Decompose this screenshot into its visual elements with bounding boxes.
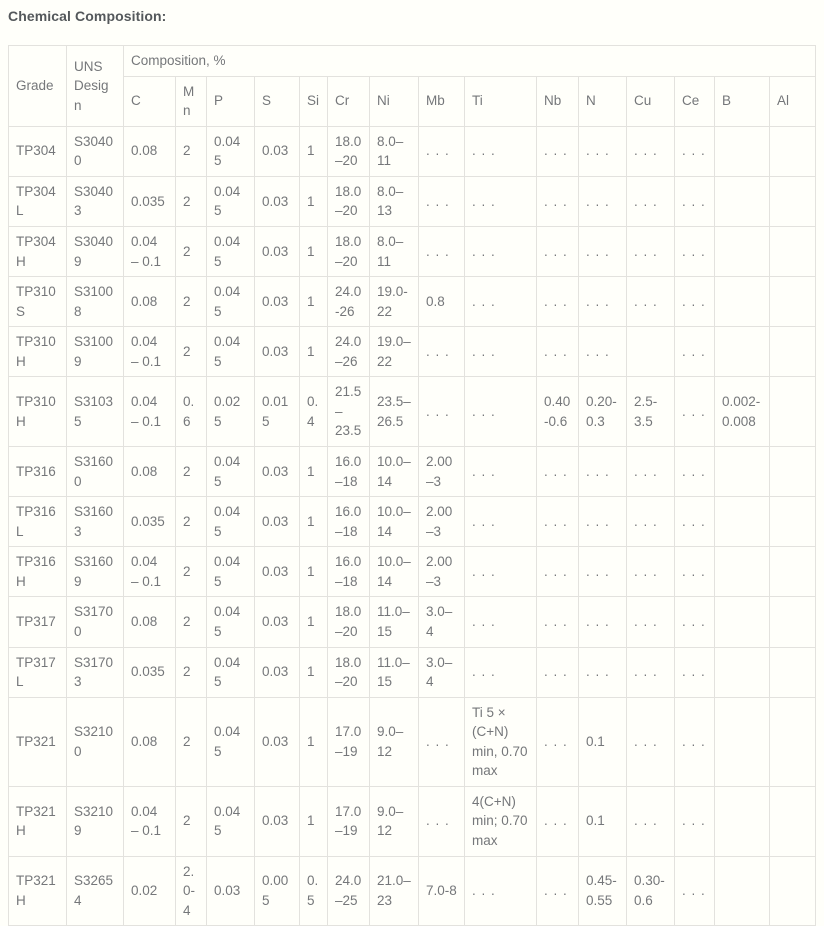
composition-cell-cu: 0.30-0.6 (627, 856, 675, 926)
composition-cell-ti: 4(C+N) min; 0.70 max (465, 786, 537, 856)
composition-cell-ni: 10.0–14 (370, 547, 419, 597)
header-composition-group: Composition, % (124, 46, 816, 77)
composition-cell-ni: 10.0–14 (370, 497, 419, 547)
composition-cell-cr: 21.5–23.5 (328, 377, 370, 447)
composition-cell-ni: 8.0–13 (370, 176, 419, 226)
composition-cell-ni: 8.0–11 (370, 126, 419, 176)
composition-cell-mn: 2 (176, 447, 207, 497)
composition-cell-p: 0.045 (207, 277, 255, 327)
composition-cell-ti: . . . (465, 447, 537, 497)
composition-cell-s: 0.03 (255, 277, 300, 327)
composition-cell-b (715, 226, 770, 276)
composition-cell-ce: . . . (675, 176, 715, 226)
composition-cell-cr: 18.0–20 (328, 176, 370, 226)
composition-cell-mn: 2 (176, 126, 207, 176)
composition-cell-s: 0.03 (255, 176, 300, 226)
composition-cell-s: 0.03 (255, 447, 300, 497)
composition-cell-s: 0.005 (255, 856, 300, 926)
header-grade: Grade (9, 46, 67, 127)
composition-cell-al (770, 786, 816, 856)
composition-cell-nb: 0.40-0.6 (537, 377, 579, 447)
composition-cell-c: 0.035 (124, 647, 176, 697)
element-header-row (9, 76, 816, 126)
uns-design-cell: S31609 (67, 547, 124, 597)
composition-cell-ce: . . . (675, 126, 715, 176)
composition-cell-c: 0.08 (124, 597, 176, 647)
composition-cell-si: 1 (300, 447, 328, 497)
composition-cell-si: 1 (300, 327, 328, 377)
composition-cell-ce: . . . (675, 597, 715, 647)
composition-cell-mb: . . . (419, 786, 465, 856)
table-row (9, 697, 816, 786)
table-row (9, 377, 816, 447)
grade-cell: TP304L (9, 176, 67, 226)
composition-cell-ti: . . . (465, 277, 537, 327)
composition-cell-n: 0.20-0.3 (579, 377, 627, 447)
composition-cell-p: 0.045 (207, 447, 255, 497)
composition-cell-ni: 9.0–12 (370, 697, 419, 786)
composition-cell-s: 0.03 (255, 226, 300, 276)
grade-cell: TP321H (9, 786, 67, 856)
composition-cell-cr: 24.0-26 (328, 277, 370, 327)
header-element-b: B (715, 76, 770, 126)
composition-cell-cr: 16.0–18 (328, 497, 370, 547)
composition-cell-ti: . . . (465, 597, 537, 647)
composition-cell-mn: 2 (176, 497, 207, 547)
composition-cell-n: . . . (579, 226, 627, 276)
composition-cell-s: 0.03 (255, 547, 300, 597)
composition-cell-n: 0.45-0.55 (579, 856, 627, 926)
composition-cell-c: 0.08 (124, 126, 176, 176)
composition-cell-cr: 24.0–25 (328, 856, 370, 926)
composition-cell-cu: . . . (627, 126, 675, 176)
composition-cell-al (770, 126, 816, 176)
composition-cell-si: 0.5 (300, 856, 328, 926)
composition-cell-ce: . . . (675, 786, 715, 856)
composition-cell-mn: 2 (176, 547, 207, 597)
uns-design-cell: S31700 (67, 597, 124, 647)
composition-cell-cu (627, 327, 675, 377)
composition-cell-al (770, 597, 816, 647)
header-element-si: Si (300, 76, 328, 126)
composition-cell-nb: . . . (537, 547, 579, 597)
grade-cell: TP316L (9, 497, 67, 547)
uns-design-cell: S31603 (67, 497, 124, 547)
composition-cell-cu: . . . (627, 497, 675, 547)
composition-cell-si: 0.4 (300, 377, 328, 447)
uns-design-cell: S30400 (67, 126, 124, 176)
composition-cell-ce: . . . (675, 856, 715, 926)
composition-cell-mb: . . . (419, 176, 465, 226)
composition-cell-nb: . . . (537, 597, 579, 647)
composition-cell-n: . . . (579, 547, 627, 597)
grade-cell: TP304H (9, 226, 67, 276)
composition-cell-c: 0.04 – 0.1 (124, 377, 176, 447)
composition-cell-p: 0.045 (207, 597, 255, 647)
header-element-ni: Ni (370, 76, 419, 126)
composition-cell-s: 0.03 (255, 327, 300, 377)
composition-cell-mn: 2 (176, 786, 207, 856)
uns-design-cell: S30403 (67, 176, 124, 226)
composition-cell-b (715, 856, 770, 926)
composition-cell-ni: 19.0–22 (370, 327, 419, 377)
composition-cell-nb: . . . (537, 697, 579, 786)
composition-cell-n: 0.1 (579, 697, 627, 786)
composition-cell-b (715, 786, 770, 856)
composition-cell-s: 0.03 (255, 597, 300, 647)
grade-cell: TP310S (9, 277, 67, 327)
header-element-s: S (255, 76, 300, 126)
composition-cell-mn: 0.6 (176, 377, 207, 447)
composition-cell-c: 0.04 – 0.1 (124, 786, 176, 856)
composition-cell-cu: . . . (627, 277, 675, 327)
composition-cell-mb: 0.8 (419, 277, 465, 327)
composition-cell-c: 0.035 (124, 176, 176, 226)
composition-cell-b (715, 597, 770, 647)
composition-cell-si: 1 (300, 277, 328, 327)
composition-cell-s: 0.03 (255, 697, 300, 786)
table-row (9, 447, 816, 497)
composition-cell-c: 0.04 – 0.1 (124, 327, 176, 377)
composition-cell-p: 0.045 (207, 786, 255, 856)
header-uns-design: UNS Design (67, 46, 124, 127)
header-element-c: C (124, 76, 176, 126)
composition-cell-mn: 2 (176, 647, 207, 697)
composition-cell-ce: . . . (675, 327, 715, 377)
composition-cell-c: 0.08 (124, 697, 176, 786)
composition-cell-n: . . . (579, 277, 627, 327)
composition-cell-ce: . . . (675, 277, 715, 327)
composition-cell-si: 1 (300, 697, 328, 786)
composition-cell-cr: 18.0–20 (328, 226, 370, 276)
composition-cell-ce: . . . (675, 547, 715, 597)
composition-cell-mb: 3.0–4 (419, 597, 465, 647)
composition-cell-cr: 17.0–19 (328, 697, 370, 786)
composition-cell-ce: . . . (675, 226, 715, 276)
composition-cell-b (715, 126, 770, 176)
composition-cell-al (770, 447, 816, 497)
uns-design-cell: S31009 (67, 327, 124, 377)
grade-cell: TP321 (9, 697, 67, 786)
composition-cell-n: . . . (579, 327, 627, 377)
composition-cell-si: 1 (300, 547, 328, 597)
composition-cell-c: 0.04 – 0.1 (124, 547, 176, 597)
composition-cell-si: 1 (300, 226, 328, 276)
uns-design-cell: S31600 (67, 447, 124, 497)
table-header (9, 46, 816, 127)
header-element-mn: Mn (176, 76, 207, 126)
composition-cell-b (715, 447, 770, 497)
composition-cell-al (770, 856, 816, 926)
grade-cell: TP316H (9, 547, 67, 597)
composition-cell-mn: 2 (176, 697, 207, 786)
composition-cell-nb: . . . (537, 277, 579, 327)
composition-cell-n: . . . (579, 176, 627, 226)
composition-cell-mb: 7.0-8 (419, 856, 465, 926)
composition-cell-b (715, 497, 770, 547)
grade-cell: TP310H (9, 377, 67, 447)
composition-cell-ti: . . . (465, 856, 537, 926)
composition-cell-si: 1 (300, 176, 328, 226)
composition-cell-ni: 10.0–14 (370, 447, 419, 497)
composition-cell-cu: . . . (627, 226, 675, 276)
composition-cell-cu: . . . (627, 647, 675, 697)
composition-cell-p: 0.045 (207, 547, 255, 597)
composition-cell-al (770, 697, 816, 786)
composition-cell-cu: . . . (627, 786, 675, 856)
table-row (9, 226, 816, 276)
table-row (9, 126, 816, 176)
composition-cell-ni: 19.0-22 (370, 277, 419, 327)
composition-cell-nb: . . . (537, 497, 579, 547)
composition-cell-ti: . . . (465, 226, 537, 276)
header-element-p: P (207, 76, 255, 126)
composition-cell-mb: 2.00–3 (419, 447, 465, 497)
composition-cell-s: 0.03 (255, 126, 300, 176)
composition-cell-mb: . . . (419, 377, 465, 447)
composition-cell-p: 0.045 (207, 497, 255, 547)
composition-cell-p: 0.045 (207, 697, 255, 786)
composition-cell-mn: 2.0-4 (176, 856, 207, 926)
composition-cell-mn: 2 (176, 277, 207, 327)
composition-cell-n: . . . (579, 647, 627, 697)
composition-cell-ti: Ti 5 × (C+N) min, 0.70 max (465, 697, 537, 786)
table-body (9, 126, 816, 926)
uns-design-cell: S32100 (67, 697, 124, 786)
composition-cell-ti: . . . (465, 497, 537, 547)
uns-design-cell: S30409 (67, 226, 124, 276)
composition-cell-si: 1 (300, 786, 328, 856)
grade-cell: TP321H (9, 856, 67, 926)
table-row (9, 597, 816, 647)
composition-cell-ce: . . . (675, 447, 715, 497)
table-row (9, 176, 816, 226)
composition-cell-ce: . . . (675, 647, 715, 697)
composition-cell-si: 1 (300, 597, 328, 647)
composition-cell-b (715, 697, 770, 786)
composition-cell-cr: 18.0–20 (328, 647, 370, 697)
composition-cell-cr: 18.0–20 (328, 597, 370, 647)
composition-cell-nb: . . . (537, 126, 579, 176)
composition-cell-cu: . . . (627, 176, 675, 226)
composition-cell-c: 0.08 (124, 447, 176, 497)
composition-cell-s: 0.015 (255, 377, 300, 447)
composition-cell-al (770, 497, 816, 547)
composition-cell-ni: 11.0–15 (370, 647, 419, 697)
grade-cell: TP317 (9, 597, 67, 647)
grade-cell: TP317L (9, 647, 67, 697)
composition-cell-b (715, 327, 770, 377)
uns-design-cell: S31035 (67, 377, 124, 447)
composition-cell-c: 0.035 (124, 497, 176, 547)
composition-cell-n: 0.1 (579, 786, 627, 856)
composition-cell-p: 0.025 (207, 377, 255, 447)
composition-cell-ce: . . . (675, 697, 715, 786)
composition-cell-nb: . . . (537, 176, 579, 226)
table-row (9, 327, 816, 377)
uns-design-cell: S31008 (67, 277, 124, 327)
composition-cell-al (770, 547, 816, 597)
composition-cell-ti: . . . (465, 377, 537, 447)
table-row (9, 497, 816, 547)
composition-cell-nb: . . . (537, 647, 579, 697)
composition-cell-nb: . . . (537, 226, 579, 276)
table-row (9, 277, 816, 327)
composition-cell-mb: 3.0–4 (419, 647, 465, 697)
composition-cell-mb: 2.00–3 (419, 497, 465, 547)
composition-cell-cr: 18.0–20 (328, 126, 370, 176)
header-element-mb: Mb (419, 76, 465, 126)
composition-cell-s: 0.03 (255, 647, 300, 697)
composition-cell-nb: . . . (537, 327, 579, 377)
composition-cell-ni: 8.0–11 (370, 226, 419, 276)
composition-cell-b (715, 547, 770, 597)
composition-cell-p: 0.03 (207, 856, 255, 926)
composition-cell-mb: . . . (419, 327, 465, 377)
composition-cell-ni: 11.0–15 (370, 597, 419, 647)
composition-cell-ti: . . . (465, 176, 537, 226)
composition-cell-cu: . . . (627, 597, 675, 647)
header-element-nb: Nb (537, 76, 579, 126)
composition-cell-al (770, 377, 816, 447)
composition-cell-b (715, 277, 770, 327)
composition-cell-mb: . . . (419, 697, 465, 786)
composition-cell-ni: 21.0–23 (370, 856, 419, 926)
composition-cell-n: . . . (579, 447, 627, 497)
uns-design-cell: S32109 (67, 786, 124, 856)
composition-cell-cu: . . . (627, 697, 675, 786)
composition-cell-ni: 9.0–12 (370, 786, 419, 856)
composition-cell-ce: . . . (675, 497, 715, 547)
composition-cell-p: 0.045 (207, 647, 255, 697)
table-row (9, 786, 816, 856)
composition-cell-b (715, 647, 770, 697)
header-element-cr: Cr (328, 76, 370, 126)
composition-cell-n: . . . (579, 597, 627, 647)
header-element-ti: Ti (465, 76, 537, 126)
composition-cell-c: 0.04 – 0.1 (124, 226, 176, 276)
composition-cell-al (770, 176, 816, 226)
composition-cell-ce: . . . (675, 377, 715, 447)
composition-cell-cu: . . . (627, 547, 675, 597)
composition-cell-b (715, 176, 770, 226)
composition-cell-nb: . . . (537, 786, 579, 856)
composition-cell-mb: 2.00–3 (419, 547, 465, 597)
composition-cell-si: 1 (300, 647, 328, 697)
composition-cell-nb: . . . (537, 856, 579, 926)
table-row (9, 547, 816, 597)
uns-design-cell: S32654 (67, 856, 124, 926)
composition-cell-si: 1 (300, 126, 328, 176)
composition-cell-p: 0.045 (207, 126, 255, 176)
page-title: Chemical Composition: (8, 8, 167, 24)
composition-cell-cu: 2.5-3.5 (627, 377, 675, 447)
grade-cell: TP304 (9, 126, 67, 176)
composition-cell-cr: 17.0–19 (328, 786, 370, 856)
composition-cell-cr: 16.0–18 (328, 447, 370, 497)
header-element-ce: Ce (675, 76, 715, 126)
grade-cell: TP316 (9, 447, 67, 497)
composition-cell-c: 0.08 (124, 277, 176, 327)
composition-cell-mn: 2 (176, 327, 207, 377)
composition-cell-n: . . . (579, 497, 627, 547)
uns-design-cell: S31703 (67, 647, 124, 697)
header-element-n: N (579, 76, 627, 126)
composition-cell-al (770, 226, 816, 276)
composition-cell-al (770, 327, 816, 377)
composition-cell-s: 0.03 (255, 786, 300, 856)
grade-cell: TP310H (9, 327, 67, 377)
composition-cell-ti: . . . (465, 126, 537, 176)
composition-cell-s: 0.03 (255, 497, 300, 547)
composition-cell-c: 0.02 (124, 856, 176, 926)
composition-cell-mn: 2 (176, 597, 207, 647)
composition-cell-cu: . . . (627, 447, 675, 497)
composition-cell-mb: . . . (419, 226, 465, 276)
table-row (9, 856, 816, 926)
table-row (9, 647, 816, 697)
composition-cell-nb: . . . (537, 447, 579, 497)
composition-cell-cr: 24.0–26 (328, 327, 370, 377)
composition-cell-p: 0.045 (207, 226, 255, 276)
composition-cell-cr: 16.0–18 (328, 547, 370, 597)
composition-cell-p: 0.045 (207, 327, 255, 377)
chemical-composition-table (8, 45, 816, 926)
header-element-al: Al (770, 76, 816, 126)
composition-cell-n: . . . (579, 126, 627, 176)
composition-cell-ni: 23.5–26.5 (370, 377, 419, 447)
composition-cell-ti: . . . (465, 647, 537, 697)
composition-cell-al (770, 277, 816, 327)
composition-cell-ti: . . . (465, 327, 537, 377)
composition-cell-mn: 2 (176, 176, 207, 226)
composition-cell-p: 0.045 (207, 176, 255, 226)
composition-cell-mn: 2 (176, 226, 207, 276)
composition-cell-ti: . . . (465, 547, 537, 597)
composition-cell-b: 0.002-0.008 (715, 377, 770, 447)
header-element-cu: Cu (627, 76, 675, 126)
composition-cell-mb: . . . (419, 126, 465, 176)
composition-cell-al (770, 647, 816, 697)
composition-cell-si: 1 (300, 497, 328, 547)
